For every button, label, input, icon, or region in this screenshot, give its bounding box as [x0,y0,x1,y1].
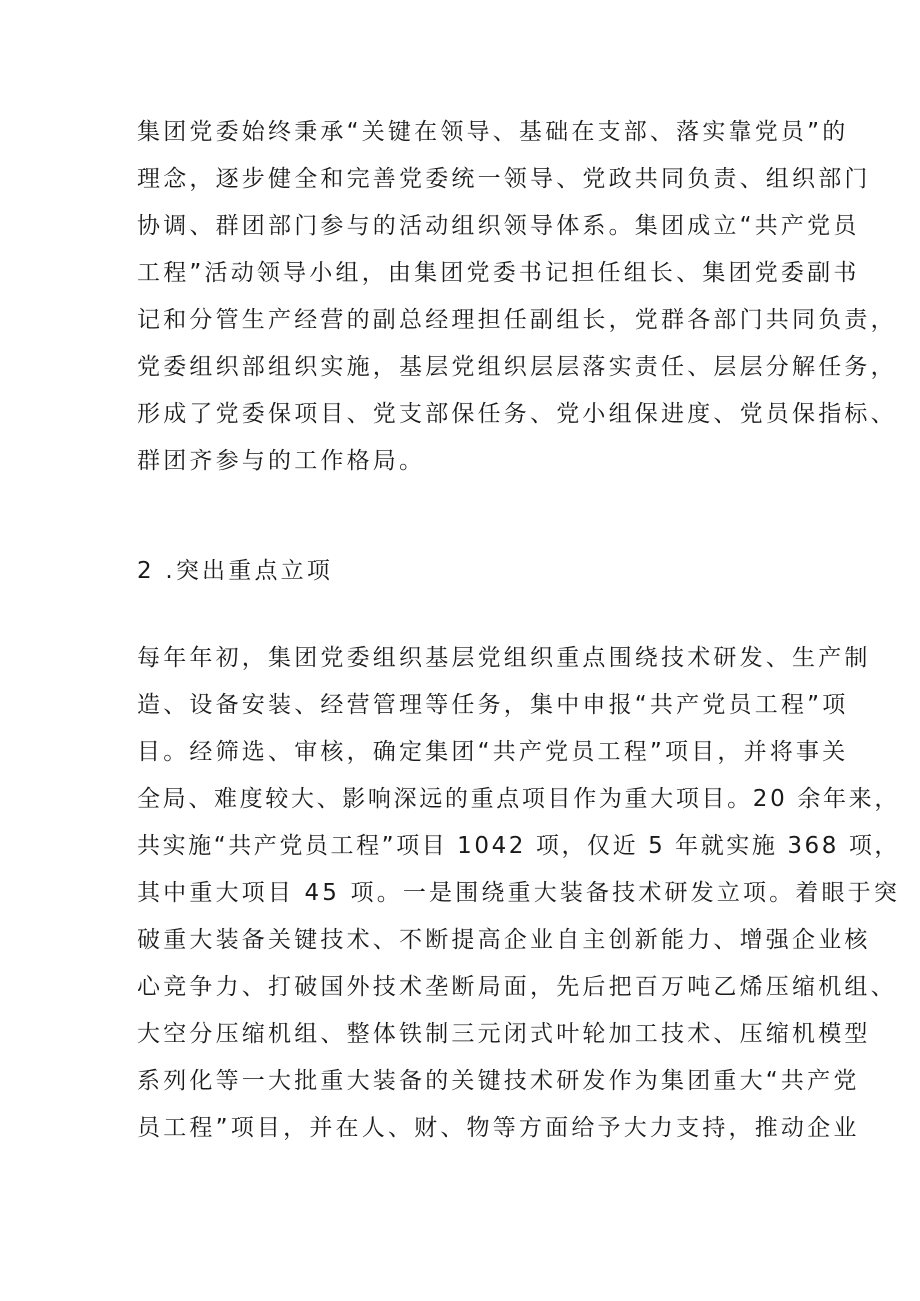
section-heading: 2 .突出重点立项 [137,558,334,584]
paragraph-line: 党委组织部组织实施，基层党组织层层落实责任、层层分解任务， [137,354,897,380]
paragraph-line: 记和分管生产经营的副总经理担任副组长，党群各部门共同负责， [137,307,897,333]
paragraph-line: 心竞争力、打破国外技术垄断局面，先后把百万吨乙烯压缩机组、 [137,974,897,1000]
paragraph-line: 破重大装备关键技术、不断提高企业自主创新能力、增强企业核 [137,927,871,953]
paragraph-line: 群团齐参与的工作格局。 [137,448,426,474]
paragraph-line: 目。经筛选、审核，确定集团“共产党员工程”项目，并将事关 [137,739,849,765]
paragraph-line: 理念，逐步健全和完善党委统一领导、党政共同负责、组织部门 [137,166,871,192]
paragraph-line: 大空分压缩机组、整体铁制三元闭式叶轮加工技术、压缩机模型 [137,1021,871,1047]
paragraph-line: 协调、群团部门参与的活动组织领导体系。集团成立“共产党员 [137,213,860,239]
paragraph-line: 形成了党委保项目、党支部保任务、党小组保进度、党员保指标、 [137,401,897,427]
paragraph-line: 员工程”项目，并在人、财、物等方面给予大力支持，推动企业 [137,1115,860,1141]
paragraph-line: 集团党委始终秉承“关键在领导、基础在支部、落实靠党员”的 [137,119,849,145]
paragraph-line: 工程”活动领导小组，由集团党委书记担任组长、集团党委副书 [137,260,860,286]
paragraph-line: 其中重大项目 45 项。一是围绕重大装备技术研发立项。着眼于突 [137,880,900,906]
paragraph-line: 每年年初，集团党委组织基层党组织重点围绕技术研发、生产制 [137,645,871,671]
paragraph-line: 造、设备安装、经营管理等任务，集中申报“共产党员工程”项 [137,692,849,718]
paragraph-line: 全局、难度较大、影响深远的重点项目作为重大项目。20 余年来， [137,786,900,812]
paragraph-line: 共实施“共产党员工程”项目 1042 项，仅近 5 年就实施 368 项， [137,833,900,859]
paragraph-line: 系列化等一大批重大装备的关键技术研发作为集团重大“共产党 [137,1068,860,1094]
